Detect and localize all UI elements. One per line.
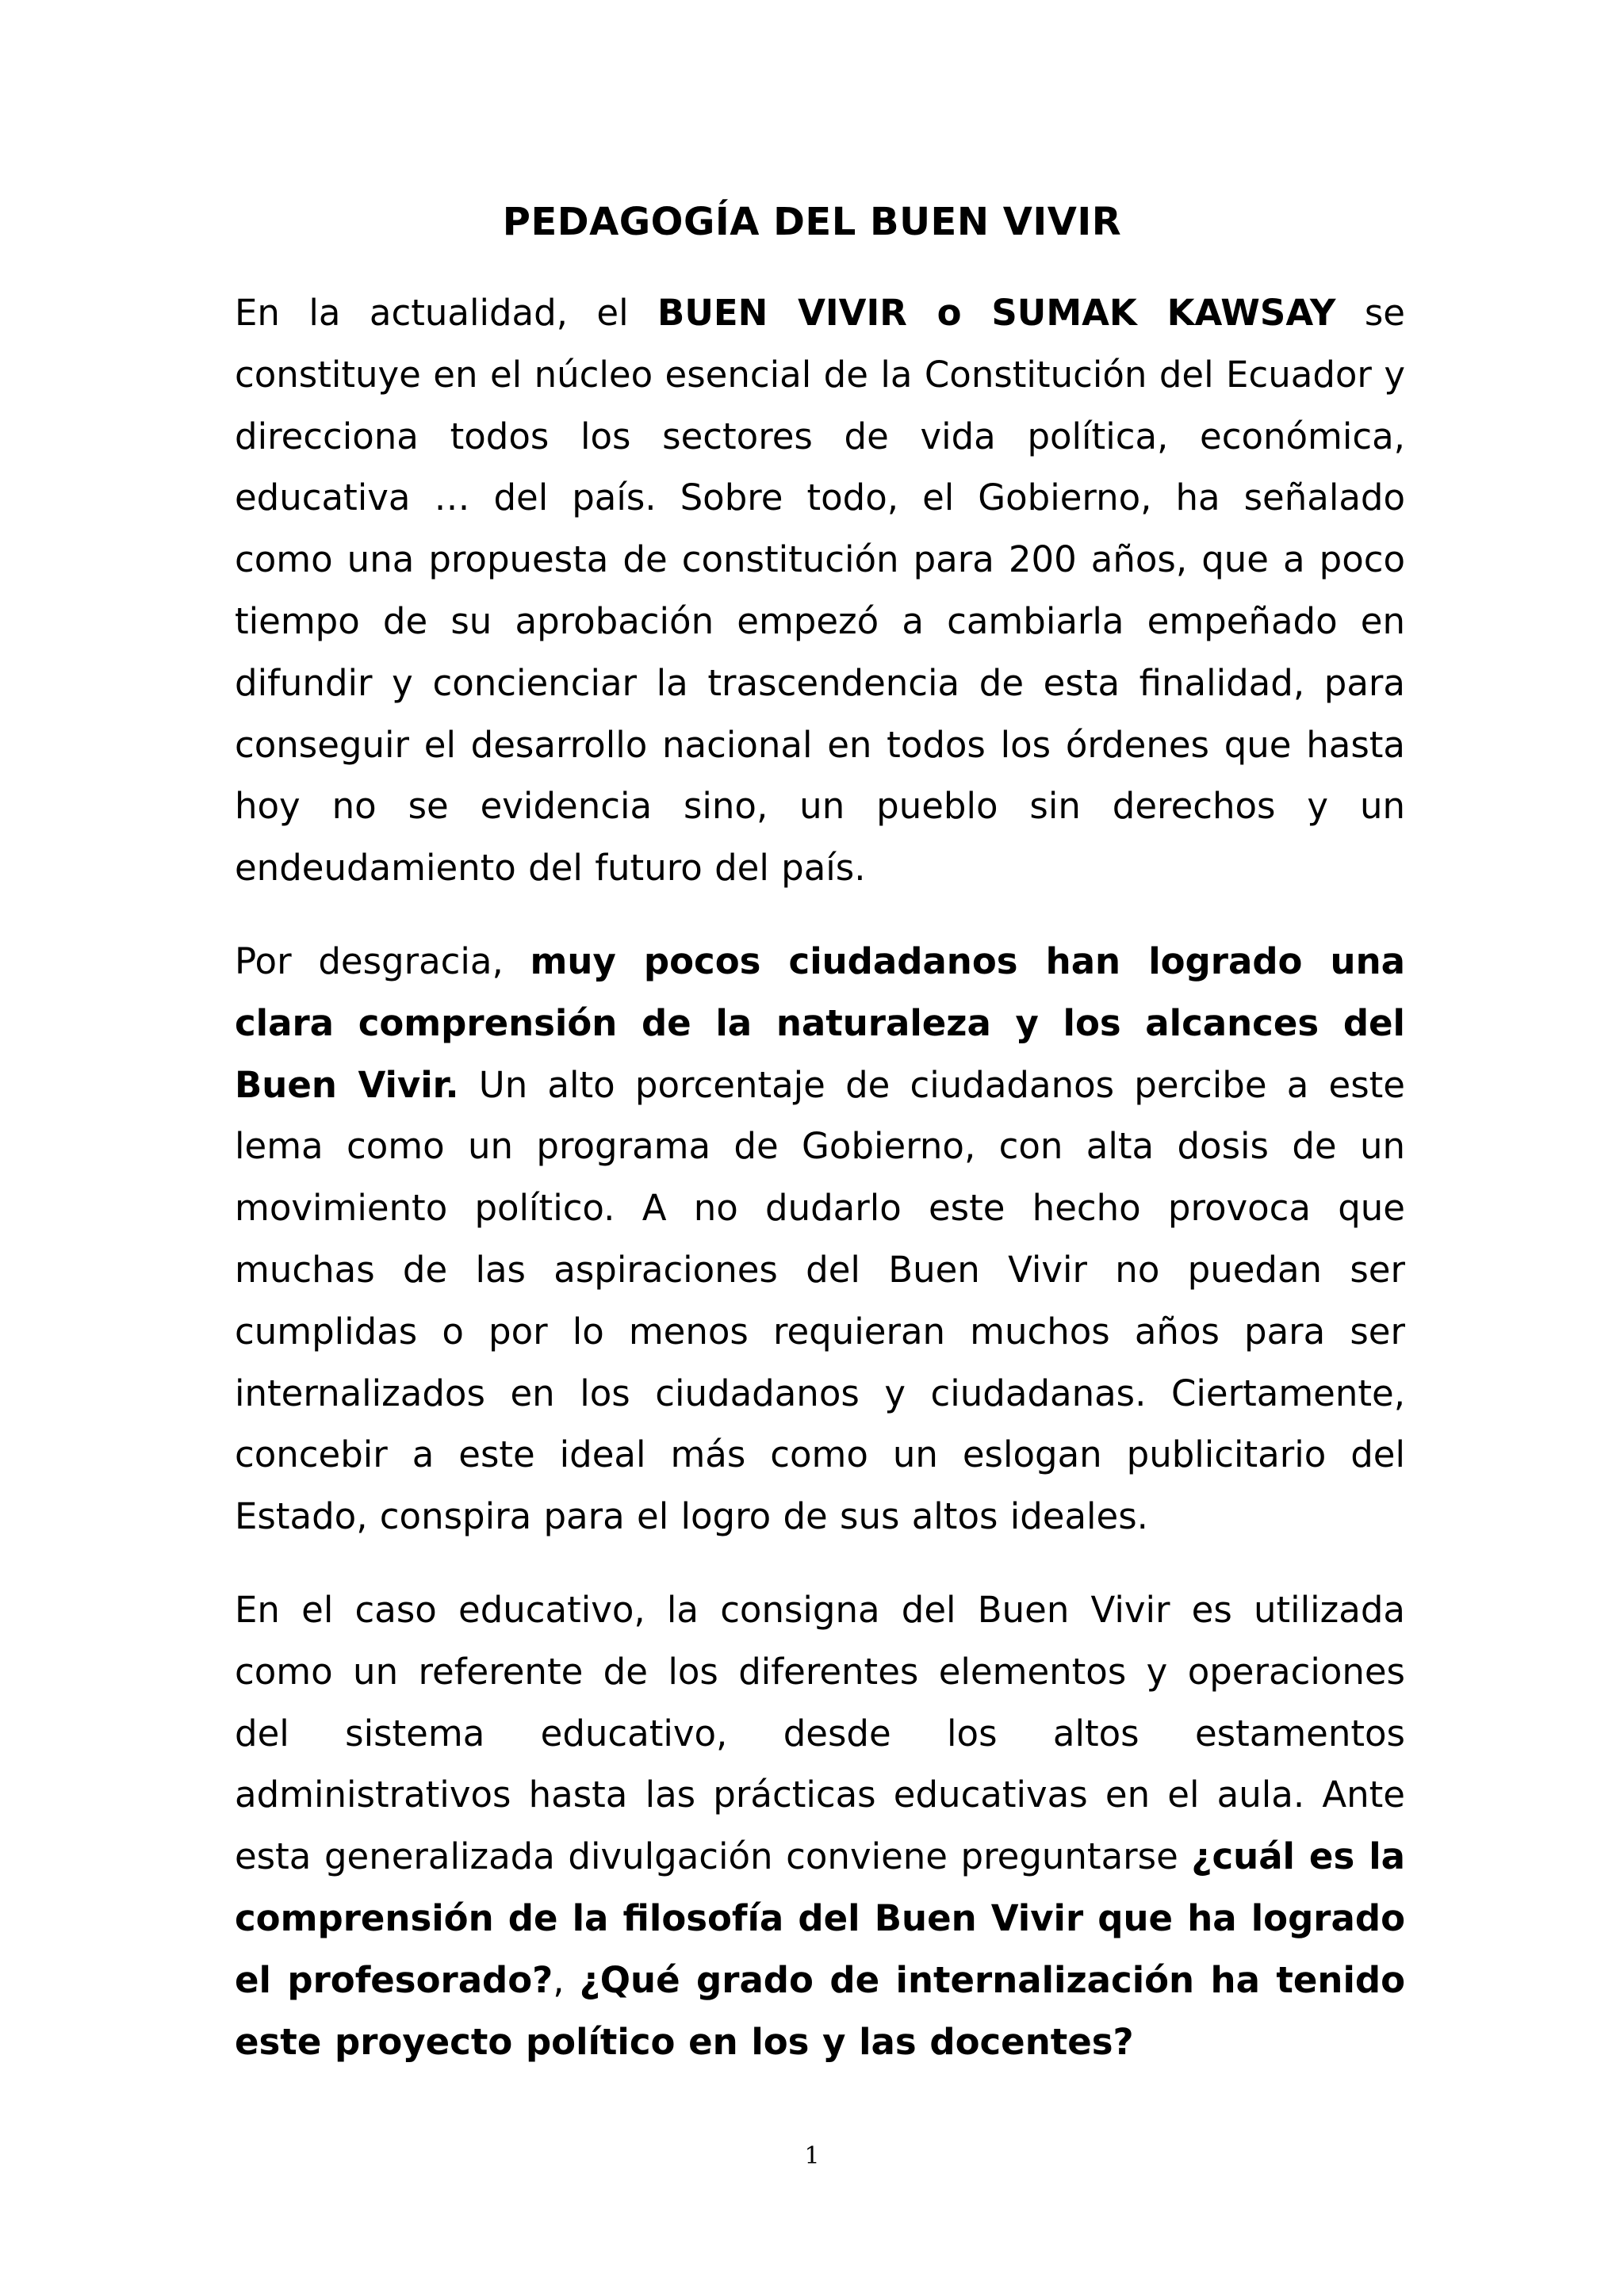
bold-text-run: ¿cuál es la comprensión de la filosofía del Buen Vivir que ha logrado el profesorado? <box>235 1835 1405 2001</box>
paragraph <box>235 931 1405 1548</box>
document-body <box>235 282 1405 2104</box>
text-run: En la actualidad, el <box>235 292 658 334</box>
paragraph <box>235 1579 1405 2072</box>
paragraph <box>235 282 1405 899</box>
text-run: , <box>553 1958 580 2001</box>
text-run: Por desgracia, <box>235 939 530 982</box>
page-number: 1 <box>804 2142 820 2170</box>
bold-text-run: BUEN VIVIR o SUMAK KAWSAY <box>657 292 1336 334</box>
bold-text-run: muy pocos ciudadanos han logrado una clara comprensión de la naturaleza y los alcances del Buen Vivir. <box>235 939 1405 1106</box>
bold-text-run: ¿Qué grado de internalización ha tenido este proyecto político en los y las docentes? <box>235 1958 1405 2063</box>
text-run: Un alto porcentaje de ciudadanos percibe a este lema como un programa de Gobierno, con alta dosis de un movimiento político. A no dudarlo este hecho provoca que muchas de las aspiraciones del Buen Vivir no puedan ser cumplidas o por lo menos requieran muchos años para ser internalizados en los ciudadanos y ciudadanas. Ciertamente, concebir a este ideal más como un eslogan publicitario del Estado, conspira para el logro de sus altos ideales. <box>235 1063 1405 1538</box>
text-run: se constituye en el núcleo esencial de la Constitución del Ecuador y direcciona todos los sectores de vida política, económica, educativa … del país. Sobre todo, el Gobierno, ha señalado como una propuesta de constitución para 200 años, que a poco tiempo de su aprobación empezó a cambiarla empeñado en difundir y concienciar la trascendencia de esta finalidad, para conseguir el desarrollo nacional en todos los órdenes que hasta hoy no se evidencia sino, un pueblo sin derechos y un endeudamiento del futuro del país. <box>235 292 1405 890</box>
text-run: En el caso educativo, la consigna del Buen Vivir es utilizada como un referente de los diferentes elementos y operaciones del sistema educativo, desde los altos estamentos administrativos hasta las prácticas educativas en el aula. Ante esta generalizada divulgación conviene preguntarse <box>235 1588 1405 1878</box>
document-title: PEDAGOGÍA DEL BUEN VIVIR <box>502 200 1122 244</box>
